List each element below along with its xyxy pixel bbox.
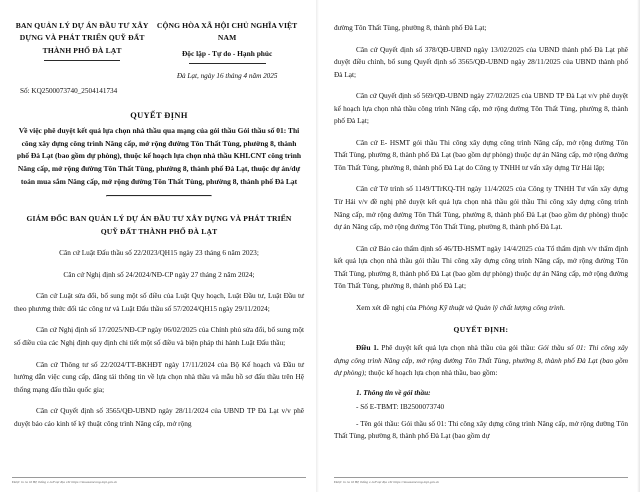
package-info-item: - Tên gói thầu: Gói thầu số 01: Thi công xây dựng công trình Nâng cấp, mở rộng đường Tôn Thất Tùng, phường 8, thành phố Đà Lạt (bao gồm dự: [334, 418, 628, 441]
document-subtitle: Về việc phê duyệt kết quả lựa chọn nhà thầu qua mạng của gói thầu Gói thầu số 01: Thi công xây dựng công trình Nâng cấp, mở rộng đường Tôn Thất Tùng, phường 8, thành phố Đà Lạt (bao gồm dự phòng), thuộc kế hoạch lựa chọn nhà thầu KHLCNT công trình Nâng cấp, mở rộng đường Tôn Thất Tùng, phường 8, thành phố Đà Lạt, thuộc dự án/dự toán mua sắm Nâng cấp, mở rộng đường Tôn Thất Tùng, phường 8, thành phố Đà Lạt: [16, 126, 302, 186]
document-number: Số: KQ2500073740_2504141734: [20, 87, 118, 96]
article-1-label: Điều 1.: [356, 343, 379, 353]
legal-basis-item: Căn cứ Quyết định số 3565/QĐ-UBND ngày 28/11/2024 của UBND TP Đà Lạt v/v phê duyệt báo cáo kinh tế kỹ thuật công trình Nâng cấp, mở rộng: [14, 406, 304, 428]
national-heading: [150, 20, 304, 80]
issuing-organization: [14, 20, 150, 61]
issuing-authority: GIÁM ĐỐC BAN QUẢN LÝ DỰ ÁN ĐẦU TƯ XÂY DỰNG VÀ PHÁT TRIỂN QUỸ ĐẤT THÀNH PHỐ ĐÀ LẠT: [26, 214, 292, 236]
national-heading-line2: Độc lập - Tự do - Hạnh phúc: [181, 49, 273, 59]
article-1-intro: Phê duyệt kết quả lựa chọn nhà thầu của gói thầu:: [378, 343, 538, 353]
legal-basis-item: Căn cứ Quyết định số 378/QĐ-UBND ngày 13/02/2025 của UBND thành phố Đà Lạt phê duyệt điều chỉnh, bổ sung Quyết định số 3565/QĐ-UBND ngày 28/11/2025 của UBND thành phố Đà Lạt;: [334, 44, 628, 79]
footer-divider: [12, 477, 306, 478]
package-info-heading: 1. Thông tin về gói thầu:: [356, 388, 431, 398]
continuation-line: đường Tôn Thất Tùng, phường 8, thành phố Đà Lạt;: [334, 23, 487, 32]
page-edge-shadow-middle: [316, 0, 319, 492]
title-underline: [106, 195, 212, 197]
page-footer-right: [322, 477, 640, 485]
consideration-prefix: Xem xét đề nghị của: [356, 302, 419, 312]
decision-heading: QUYẾT ĐỊNH:: [453, 325, 509, 335]
issuing-organization-text: BAN QUẢN LÝ DỰ ÁN ĐẦU TƯ XÂY DỰNG VÀ PHÁT TRIỂN QUỸ ĐẤT THÀNH PHỐ ĐÀ LẠT: [15, 21, 149, 55]
legal-basis-item: Căn cứ Báo cáo thẩm định số 46/TĐ-HSMT ngày 14/4/2025 của Tổ thẩm định v/v thẩm định kết quả lựa chọn nhà thầu gói thầu Thi công xây dựng công trình Nâng cấp, mở rộng đường Tôn Thất Tùng, phường 8, thành phố Đà Lạt (bao gồm dự phòng) thuộc dự án Nâng cấp, mở rộng đường Tôn Thất Tùng, phường 8, thành phố Đà Lạt;: [334, 243, 629, 291]
document-page-left: [0, 0, 318, 492]
footer-source-note: Được in ra từ Hệ thống e-GP tại địa chỉ https://muasamcong.mpi.gov.vn: [334, 480, 440, 485]
legal-basis-item: Căn cứ Thông tư số 22/2024/TT-BKHĐT ngày 17/11/2024 của Bộ Kế hoạch và Đầu tư hướng dẫn việc cung cấp, đăng tải thông tin về lựa chọn nhà thầu và mẫu hồ sơ đấu thầu trên Hệ thống mạng đấu thầu quốc gia;: [14, 359, 304, 394]
article-1: [334, 342, 628, 380]
article-1-package-name: Gói thầu số 01: Thi công xây dựng công trình Nâng cấp, mở rộng đường Tôn Thất Tùng, phường 8, thành phố Đà Lạt (bao gồm dự phòng);: [334, 343, 628, 378]
legal-basis-item: Căn cứ Luật sửa đổi, bổ sung một số điều của Luật Quy hoạch, Luật Đầu tư, Luật Đầu tư theo phương thức đối tác công tư và Luật Đấu thầu số 57/2024/QH15 ngày 29/11/2024;: [14, 291, 304, 313]
national-heading-underline: [189, 63, 266, 64]
document-page-right: [322, 0, 640, 492]
organization-underline: [44, 60, 120, 61]
consideration-line: [334, 302, 628, 315]
place-and-date: Đà Lạt, ngày 16 tháng 4 năm 2025: [176, 72, 278, 81]
footer-source-note: Được in ra từ Hệ thống e-GP tại địa chỉ https://muasamcong.mpi.gov.vn: [12, 480, 118, 485]
legal-basis-item: Căn cứ E- HSMT gói thầu Thi công xây dựng công trình Nâng cấp, mở rộng đường Tôn Thất Tùng, phường 8, thành phố Đà Lạt (bao gồm dự phòng) thuộc dự án Nâng cấp, mở rộng đường Tôn Thất Tùng, phường 8, thành phố Đà Lạt do Công ty TNHH tư vấn xây dựng Từ Hải lập;: [334, 137, 628, 172]
footer-divider: [334, 477, 628, 478]
consideration-department: Phòng Kỹ thuật và Quản lý chất lượng công trình.: [418, 302, 566, 312]
legal-basis-item: Căn cứ Quyết định số 569/QĐ-UBND ngày 27/02/2025 của UBND TP Đà Lạt v/v phê duyệt kế hoạch lựa chọn nhà thầu công trình Nâng cấp, mở rộng đường Tôn Thất Tùng, phường 8, thành phố Đà Lạt;: [334, 91, 628, 126]
legal-basis-item: Căn cứ Nghị định số 17/2025/NĐ-CP ngày 06/02/2025 của Chính phủ sửa đổi, bổ sung một số điều của các Nghị định quy định chi tiết một số điều và biện pháp thi hành Luật Đấu thầu;: [14, 325, 304, 348]
legal-basis-item: Căn cứ Nghị định số 24/2024/NĐ-CP ngày 27 tháng 2 năm 2024;: [63, 269, 255, 279]
page-footer-left: [0, 477, 318, 485]
document-header: [14, 0, 304, 80]
article-1-tail: thuộc kế hoạch lựa chọn nhà thầu, bao gồm:: [366, 368, 498, 378]
package-info-item: - Số E-TBMT: IB2500073740: [356, 402, 445, 412]
legal-basis-item: Căn cứ Luật Đấu thầu số 22/2023/QH15 ngày 23 tháng 6 năm 2023;: [59, 248, 259, 258]
legal-basis-item: Căn cứ Tờ trình số 1149/TTrKQ-TH ngày 11/4/2025 của Công ty TNHH Tư vấn xây dựng Từ Hải v/v đề nghị phê duyệt kết quả lựa chọn nhà thầu gói thầu Thi công xây dựng công trình Nâng cấp, mở rộng đường Tôn Thất Tùng, phường 8, thành phố Đà Lạt (bao gồm dự phòng) thuộc dự án Nâng cấp, mở rộng đường Tôn Thất Tùng, phường 8, thành phố Đà Lạt.: [334, 184, 628, 232]
national-heading-line1: CỘNG HÒA XÃ HỘI CHỦ NGHĨA VIỆT NAM: [156, 21, 298, 43]
document-title: QUYẾT ĐỊNH: [130, 111, 188, 121]
